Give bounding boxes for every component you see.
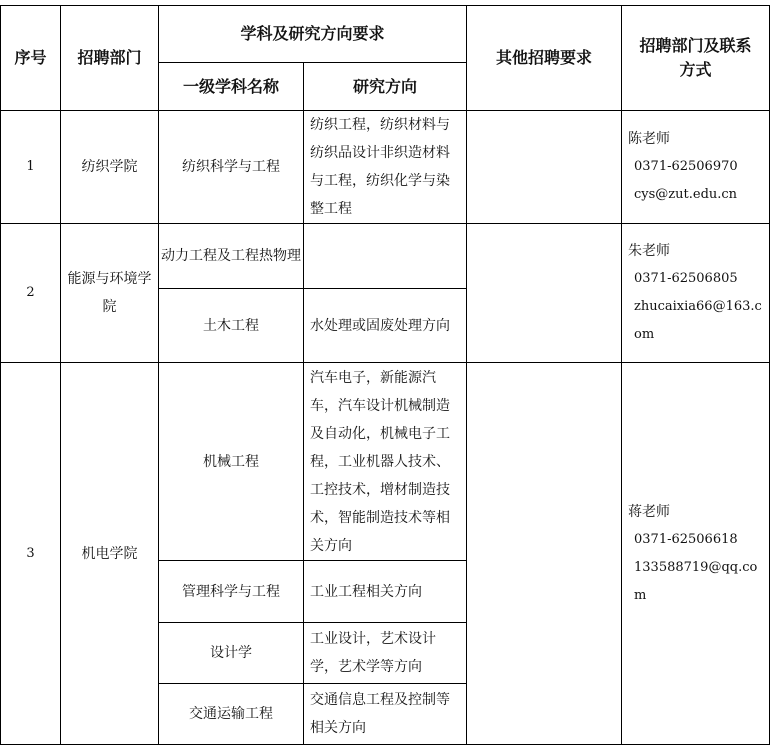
header-dept: 招聘部门: [61, 6, 159, 111]
contact-name: 陈老师: [628, 131, 670, 147]
contact-cell: [622, 363, 770, 745]
subject-name: 交通运输工程: [159, 684, 304, 745]
subject-name: 机械工程: [159, 363, 304, 561]
contact-phone: 0371-62506618: [634, 531, 738, 547]
contact-email: 133588719@qq.com: [634, 559, 758, 603]
header-discipline-group: 学科及研究方向要求: [159, 6, 467, 63]
subject-name: 纺织科学与工程: [159, 111, 304, 224]
subject-name: 设计学: [159, 623, 304, 684]
header-contact: 招聘部门及联系方式: [622, 6, 770, 111]
other-requirements: [467, 224, 622, 363]
header-discipline-name: 一级学科名称: [159, 63, 304, 111]
header-research-direction: 研究方向: [304, 63, 467, 111]
row-dept: 纺织学院: [61, 111, 159, 224]
table-row: [1, 224, 770, 289]
subject-name: 土木工程: [159, 289, 304, 363]
contact-name: 朱老师: [628, 243, 670, 259]
table-row: [1, 111, 770, 224]
research-direction: 纺织工程，纺织材料与纺织品设计非织造材料与工程，纺织化学与染整工程: [304, 111, 467, 224]
research-direction: 工业工程相关方向: [304, 561, 467, 623]
contact-phone: 0371-62506970: [634, 159, 738, 174]
row-seq: 1: [1, 111, 61, 224]
row-seq: 2: [1, 224, 61, 363]
row-dept-cell: [61, 224, 159, 363]
header-seq: 序号: [1, 6, 61, 111]
row-dept: 机电学院: [61, 363, 159, 745]
row-dept: 能源与环境学院: [67, 271, 152, 315]
contact-phone: 0371-62506805: [634, 271, 738, 286]
other-requirements: [467, 363, 622, 745]
recruitment-table: [0, 5, 770, 745]
row-seq: 3: [1, 363, 61, 745]
research-direction: 汽车电子，新能源汽车，汽车设计机械制造及自动化，机械电子工程，工业机器人技术、工控技术，增材制造技术，智能制造技术等相关方向: [304, 363, 467, 561]
contact-cell: [622, 111, 770, 224]
other-requirements: [467, 111, 622, 224]
subject-name: 动力工程及工程热物理: [159, 224, 304, 289]
research-direction: 交通信息工程及控制等相关方向: [304, 684, 467, 745]
research-direction: [304, 224, 467, 289]
contact-name: 蒋老师: [628, 503, 670, 520]
table-row: [1, 363, 770, 561]
header-other-requirements: 其他招聘要求: [467, 6, 622, 111]
subject-name: 管理科学与工程: [159, 561, 304, 623]
research-direction: 工业设计，艺术设计学，艺术学等方向: [304, 623, 467, 684]
contact-cell: [622, 224, 770, 363]
research-direction: 水处理或固废处理方向: [304, 289, 467, 363]
contact-email: zhucaixia66@163.com: [634, 299, 762, 342]
contact-email: cys@zut.edu.cn: [634, 187, 738, 202]
